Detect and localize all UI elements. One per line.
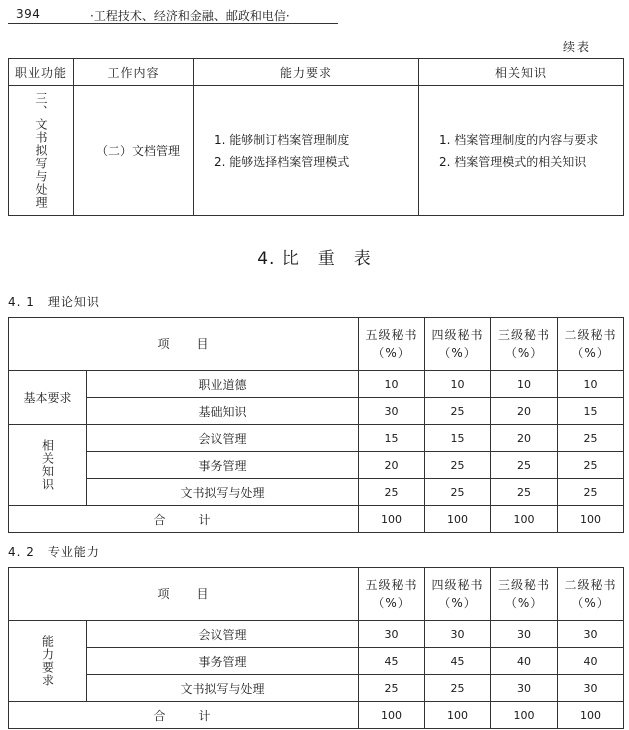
knowledge-item: 2. 档案管理模式的相关知识	[439, 154, 587, 169]
value-cell: 10	[425, 371, 491, 398]
row-label: 事务管理	[87, 452, 359, 479]
header-knowledge: 相关知识	[419, 59, 624, 86]
table-row	[9, 371, 624, 398]
level-header: 三级秘书 （%）	[491, 318, 558, 371]
value-cell: 25	[491, 452, 558, 479]
table-row	[9, 398, 624, 425]
table-header-row	[9, 318, 624, 371]
total-row	[9, 702, 624, 729]
header-ability: 能力要求	[194, 59, 419, 86]
value-cell: 30	[425, 621, 491, 648]
item-header: 项 目	[9, 318, 359, 371]
level-header: 五级秘书 （%）	[359, 568, 425, 621]
table-row	[9, 675, 624, 702]
value-cell: 45	[359, 648, 425, 675]
table-row	[9, 621, 624, 648]
table-row	[9, 479, 624, 506]
row-label: 文书拟写与处理	[87, 675, 359, 702]
skills-subtitle: 4. 2 专业能力	[8, 545, 100, 559]
total-row	[9, 506, 624, 533]
value-cell: 30	[359, 621, 425, 648]
table-row	[9, 648, 624, 675]
section-title: 4. 比 重 表	[257, 249, 372, 269]
level-header: 三级秘书 （%）	[491, 568, 558, 621]
total-cell: 100	[491, 506, 558, 533]
total-label: 合 计	[9, 506, 359, 533]
level-header: 二级秘书 （%）	[558, 568, 624, 621]
total-label: 合 计	[9, 702, 359, 729]
level-header: 五级秘书 （%）	[359, 318, 425, 371]
row-label: 会议管理	[87, 425, 359, 452]
value-cell: 30	[558, 621, 624, 648]
value-cell: 25	[558, 425, 624, 452]
knowledge-item: 1. 档案管理制度的内容与要求	[439, 132, 599, 147]
value-cell: 20	[359, 452, 425, 479]
value-cell: 25	[558, 452, 624, 479]
total-cell: 100	[425, 506, 491, 533]
value-cell: 45	[425, 648, 491, 675]
value-cell: 25	[359, 675, 425, 702]
value-cell: 20	[491, 398, 558, 425]
skills-weight-table	[8, 567, 624, 729]
value-cell: 30	[491, 675, 558, 702]
page-header	[8, 5, 338, 24]
row-label: 职业道德	[87, 371, 359, 398]
total-cell: 100	[359, 702, 425, 729]
item-header: 项 目	[9, 568, 359, 621]
continued-label: 续表	[562, 40, 591, 54]
total-cell: 100	[359, 506, 425, 533]
value-cell: 10	[359, 371, 425, 398]
content-cell: （二）文档管理	[74, 86, 194, 216]
group-label: 能力要求	[9, 621, 87, 702]
function-cell: 三、文书拟写与处理	[9, 86, 74, 216]
knowledge-list	[419, 86, 624, 216]
row-label: 会议管理	[87, 621, 359, 648]
value-cell: 10	[491, 371, 558, 398]
theory-subtitle: 4. 1 理论知识	[8, 295, 100, 309]
value-cell: 25	[425, 398, 491, 425]
theory-weight-table	[8, 317, 624, 533]
value-cell: 15	[425, 425, 491, 452]
total-cell: 100	[558, 702, 624, 729]
value-cell: 25	[425, 479, 491, 506]
header-content: 工作内容	[74, 59, 194, 86]
group-label: 基本要求	[9, 371, 87, 425]
row-label: 事务管理	[87, 648, 359, 675]
ability-list	[194, 86, 419, 216]
row-label: 基础知识	[87, 398, 359, 425]
value-cell: 25	[359, 479, 425, 506]
value-cell: 20	[491, 425, 558, 452]
total-cell: 100	[491, 702, 558, 729]
value-cell: 30	[491, 621, 558, 648]
total-cell: 100	[558, 506, 624, 533]
level-header: 四级秘书 （%）	[425, 318, 491, 371]
value-cell: 15	[359, 425, 425, 452]
value-cell: 40	[491, 648, 558, 675]
value-cell: 25	[425, 675, 491, 702]
page-number: 394	[16, 7, 41, 21]
value-cell: 40	[558, 648, 624, 675]
table-row	[9, 452, 624, 479]
table-header-row	[9, 568, 624, 621]
value-cell: 25	[491, 479, 558, 506]
value-cell: 10	[558, 371, 624, 398]
table-row	[9, 425, 624, 452]
running-title: ·工程技术、经济和金融、邮政和电信·	[90, 9, 290, 23]
total-cell: 100	[425, 702, 491, 729]
ability-requirement-table	[8, 58, 624, 216]
value-cell: 30	[558, 675, 624, 702]
header-function: 职业功能	[9, 59, 74, 86]
group-label: 相关知识	[9, 425, 87, 506]
level-header: 二级秘书 （%）	[558, 318, 624, 371]
value-cell: 25	[558, 479, 624, 506]
value-cell: 30	[359, 398, 425, 425]
level-header: 四级秘书 （%）	[425, 568, 491, 621]
value-cell: 25	[425, 452, 491, 479]
ability-item: 1. 能够制订档案管理制度	[214, 132, 350, 147]
table-row	[9, 86, 624, 216]
value-cell: 15	[558, 398, 624, 425]
ability-item: 2. 能够选择档案管理模式	[214, 154, 350, 169]
table-header-row	[9, 59, 624, 86]
row-label: 文书拟写与处理	[87, 479, 359, 506]
